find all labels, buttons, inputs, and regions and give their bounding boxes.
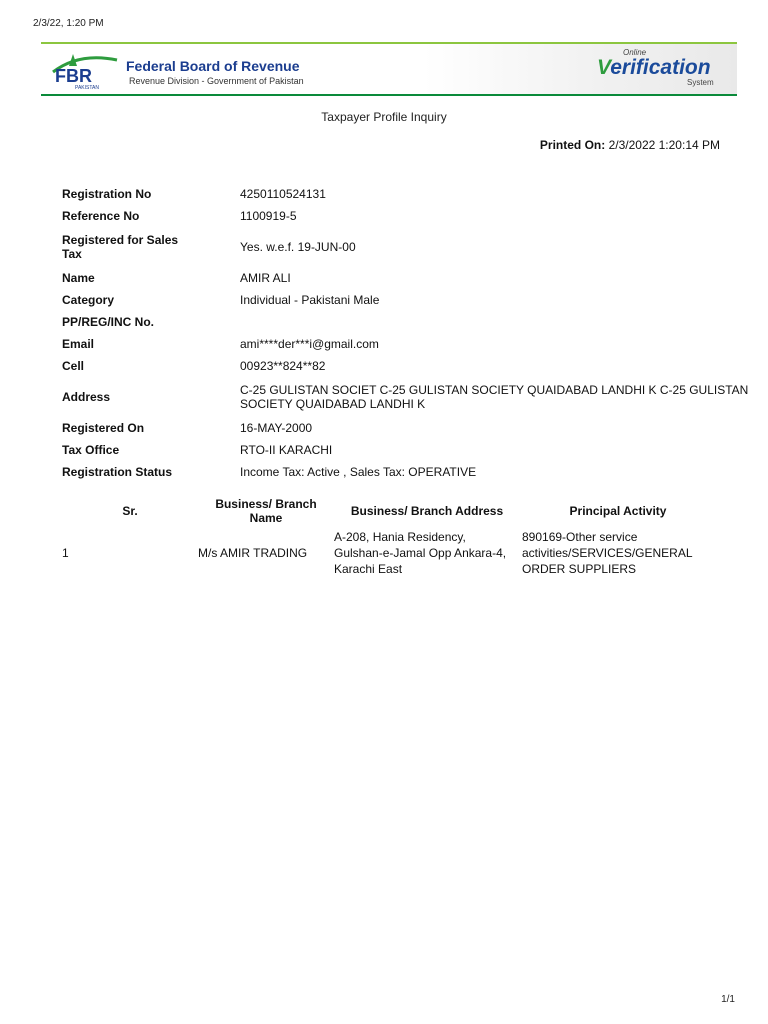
business-table <box>62 494 716 578</box>
label: Address <box>62 390 111 404</box>
value: RTO-II KARACHI <box>240 443 333 457</box>
verification-logo <box>597 56 711 80</box>
fbr-logo-sub: PAKISTAN <box>75 85 99 90</box>
label: Reference No <box>62 209 140 223</box>
value: AMIR ALI <box>240 271 291 285</box>
print-date-time: 2/3/22, 1:20 PM <box>33 18 104 29</box>
document-title: Taxpayer Profile Inquiry <box>321 110 447 124</box>
label: Email <box>62 337 95 351</box>
system-label: System <box>687 78 714 87</box>
row-category <box>62 289 760 311</box>
row-registration-status <box>62 461 760 483</box>
value: Individual - Pakistani Male <box>240 293 380 307</box>
row-pp-reg-inc <box>62 311 760 333</box>
header-sr: Sr. <box>122 504 138 518</box>
row-reference-no <box>62 205 760 227</box>
fbr-banner <box>41 42 737 96</box>
header-branch-name: Business/ Branch Name <box>215 497 317 525</box>
row-registered-sales-tax <box>62 227 760 267</box>
value: 16-MAY-2000 <box>240 421 313 435</box>
printed-on-value: 2/3/2022 1:20:14 PM <box>608 138 720 152</box>
business-header-row <box>62 494 716 528</box>
fbr-logo-text: FBR <box>55 66 92 86</box>
value: 00923**824**82 <box>240 359 326 373</box>
fbr-logo <box>49 50 121 90</box>
cell-principal-activity: 890169-Other service activities/SERVICES/GENERAL ORDER SUPPLIERS <box>522 530 693 576</box>
page-number: 1/1 <box>721 994 735 1005</box>
value: C-25 GULISTAN SOCIET C-25 GULISTAN SOCIETY QUAIDABAD LANDHI K C-25 GULISTAN SOCIETY QUAIDABAD LANDHI K <box>240 383 749 411</box>
label: Registration Status <box>62 465 173 479</box>
label: PP/REG/INC No. <box>62 315 155 329</box>
row-name <box>62 267 760 289</box>
value: Income Tax: Active , Sales Tax: OPERATIVE <box>240 465 477 479</box>
label: Registered for Sales Tax <box>62 233 179 261</box>
label: Registered On <box>62 421 145 435</box>
row-registered-on <box>62 417 760 439</box>
row-cell <box>62 355 760 377</box>
cell-branch-address: A-208, Hania Residency, Gulshan-e-Jamal Opp Ankara-4, Karachi East <box>334 530 507 576</box>
value: Yes. w.e.f. 19-JUN-00 <box>240 240 356 254</box>
verification-rest: erification <box>610 56 711 79</box>
header-principal-activity: Principal Activity <box>569 504 667 518</box>
printed-on <box>540 138 720 152</box>
label: Tax Office <box>62 443 120 457</box>
header-branch-address: Business/ Branch Address <box>350 504 504 518</box>
printed-on-label: Printed On: <box>539 138 606 152</box>
value: 1100919-5 <box>240 209 297 223</box>
value: 4250110524131 <box>240 187 326 201</box>
label: Name <box>62 271 95 285</box>
value: ami****der***i@gmail.com <box>240 337 379 351</box>
label: Cell <box>62 359 85 373</box>
row-registration-no <box>62 183 760 205</box>
value <box>240 311 760 333</box>
cell-sr: 1 <box>62 546 69 560</box>
label: Registration No <box>62 187 152 201</box>
row-tax-office <box>62 439 760 461</box>
banner-subtitle: Revenue Division - Government of Pakistan <box>129 76 304 86</box>
label: Category <box>62 293 115 307</box>
verification-v: V <box>597 56 611 79</box>
row-address <box>62 377 760 417</box>
row-email <box>62 333 760 355</box>
online-label: Online <box>623 48 647 57</box>
banner-title: Federal Board of Revenue <box>126 58 300 74</box>
table-row <box>62 528 716 578</box>
profile-table <box>62 183 760 483</box>
cell-branch-name: M/s AMIR TRADING <box>198 546 308 560</box>
